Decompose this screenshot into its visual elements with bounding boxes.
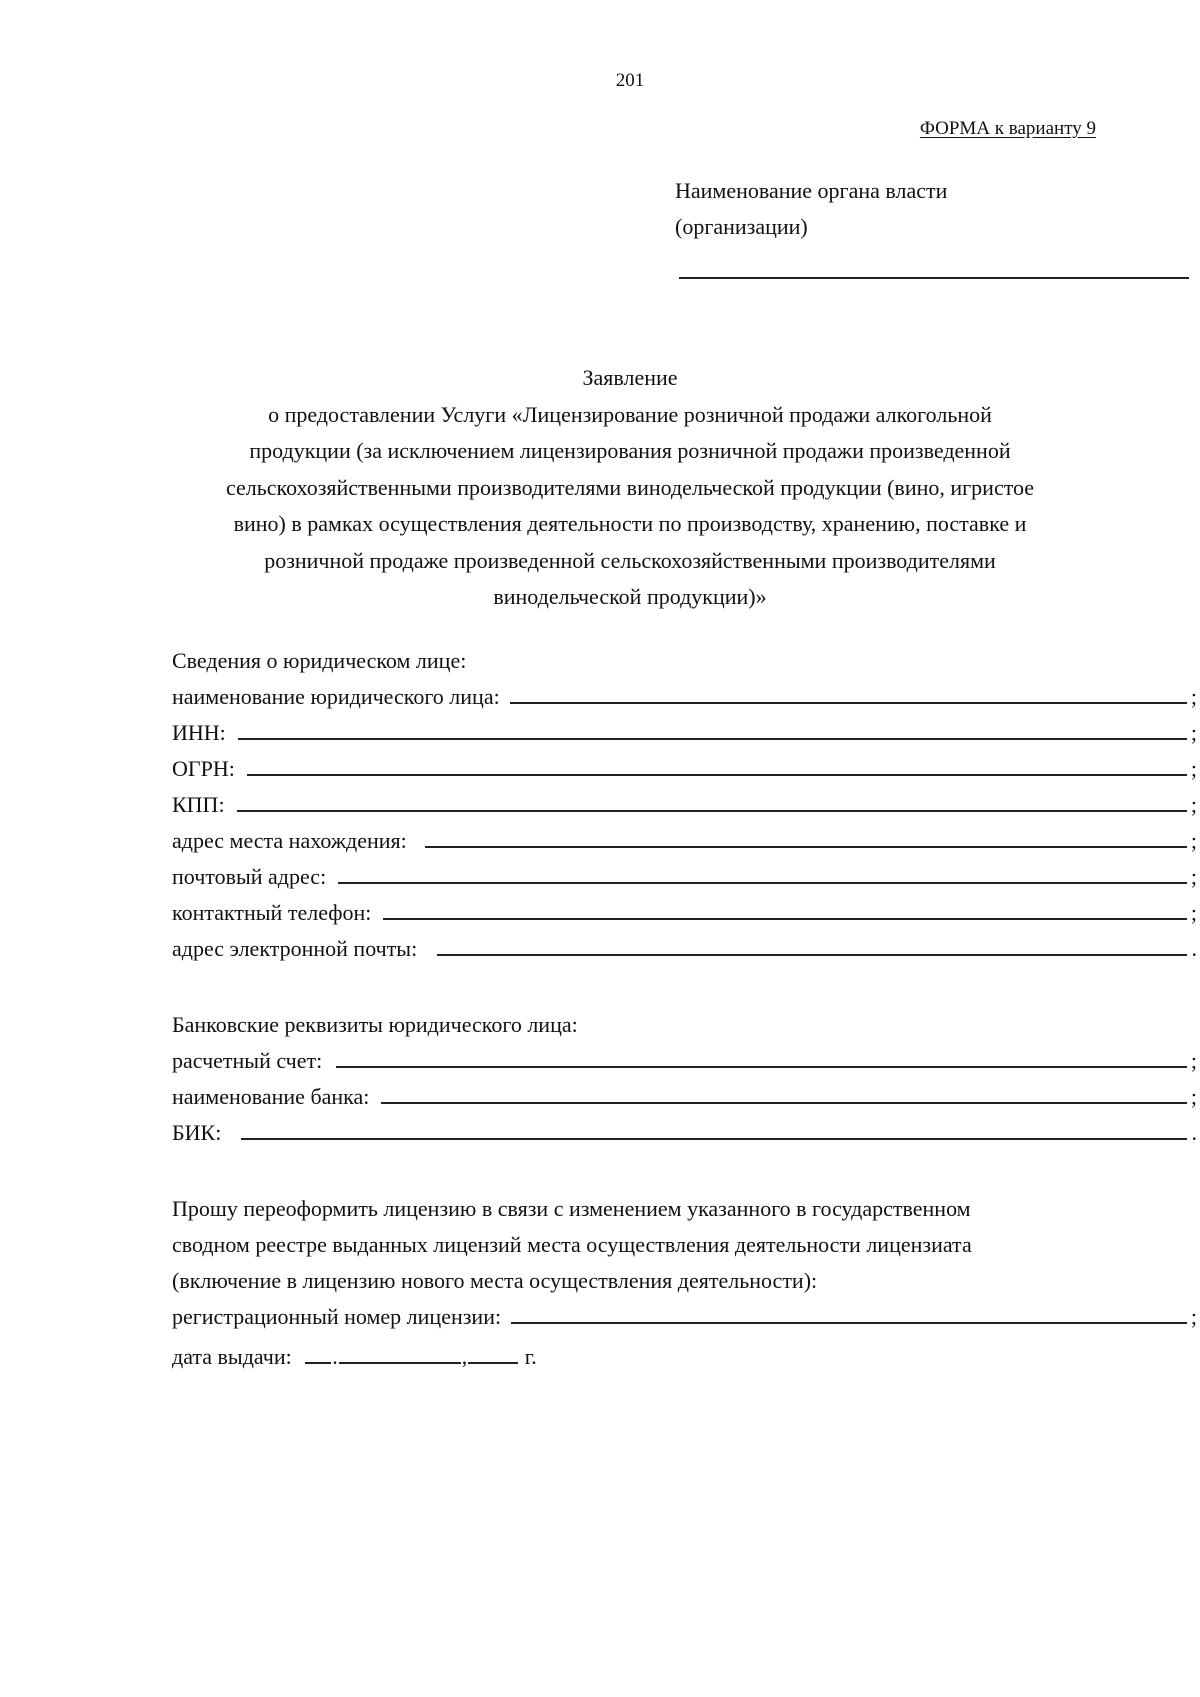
date-separator: . [332, 1344, 338, 1369]
field-label: контактный телефон: [172, 900, 372, 925]
title-line: винодельческой продукции)» [493, 584, 767, 609]
legal-entity-heading: Сведения о юридическом лице: [172, 648, 467, 673]
field-end: ; [1190, 900, 1197, 925]
field-end: . [1191, 936, 1197, 961]
inn-field[interactable] [238, 738, 1187, 740]
inn-row [172, 716, 1197, 746]
field-end: ; [1190, 720, 1197, 745]
bik-field[interactable] [241, 1138, 1187, 1140]
phone-row [172, 896, 1197, 926]
authority-org-label: (организации) [675, 214, 808, 239]
field-end: ; [1190, 1304, 1197, 1329]
bank-name-field[interactable] [381, 1102, 1187, 1104]
bank-name-row [172, 1080, 1197, 1110]
address-row [172, 824, 1197, 854]
legal-name-row [172, 680, 1197, 710]
address-field[interactable] [425, 846, 1187, 848]
field-end: ; [1190, 756, 1197, 781]
field-label: ИНН: [172, 720, 226, 745]
kpp-field[interactable] [237, 810, 1187, 812]
issue-month-field[interactable] [339, 1362, 461, 1364]
request-text-line: Прошу переоформить лицензию в связи с изменением указанного в государственном [172, 1196, 971, 1221]
form-label: ФОРМА к варианту 9 [919, 118, 1096, 139]
field-end: ; [1190, 864, 1197, 889]
issue-day-field[interactable] [305, 1362, 331, 1364]
field-label: почтовый адрес: [172, 864, 327, 889]
field-end: ; [1190, 684, 1197, 709]
license-number-field[interactable] [511, 1322, 1187, 1324]
bank-heading: Банковские реквизиты юридического лица: [172, 1012, 578, 1037]
authority-name-label: Наименование органа власти [675, 178, 948, 203]
title-line: сельскохозяйственными производителями винодельческой продукции (вино, игристое [225, 474, 1035, 500]
page-number: 201 [615, 70, 645, 91]
phone-field[interactable] [383, 918, 1187, 920]
field-label: регистрационный номер лицензии: [172, 1304, 502, 1329]
ogrn-field[interactable] [247, 774, 1187, 776]
title-line: розничной продаже произведенной сельскохозяйственными производителями [264, 547, 996, 573]
title-line: Заявление [582, 365, 678, 390]
email-field[interactable] [437, 954, 1187, 956]
ogrn-row [172, 752, 1197, 782]
issue-year-field[interactable] [468, 1362, 518, 1364]
field-label: КПП: [172, 792, 225, 817]
title-line: вино) в рамках осуществления деятельности по производству, хранению, поставке и [233, 511, 1027, 536]
title-line: о предоставлении Услуги «Лицензирование розничной продажи алкогольной [268, 401, 992, 427]
date-separator: , [461, 1344, 468, 1369]
field-label: наименование банка: [172, 1084, 370, 1109]
year-suffix: г. [524, 1344, 537, 1369]
field-end: ; [1190, 1084, 1197, 1109]
field-label: расчетный счет: [172, 1048, 323, 1073]
account-field[interactable] [336, 1066, 1187, 1068]
field-label: БИК: [172, 1120, 222, 1145]
application-title [150, 360, 1110, 616]
email-row [172, 932, 1197, 962]
postal-address-field[interactable] [338, 882, 1187, 884]
field-end: . [1191, 1120, 1197, 1145]
issue-date-row [172, 1344, 537, 1370]
bik-row [172, 1116, 1197, 1146]
request-text-line: (включение в лицензию нового места осуществления деятельности): [172, 1268, 818, 1293]
legal-name-field[interactable] [510, 702, 1187, 704]
field-label: адрес электронной почты: [172, 936, 418, 961]
field-label: ОГРН: [172, 756, 235, 781]
request-text-line: сводном реестре выданных лицензий места осуществления деятельности лицензиата [172, 1232, 972, 1257]
field-end: ; [1190, 828, 1197, 853]
postal-address-row [172, 860, 1197, 890]
account-row [172, 1044, 1197, 1074]
kpp-row [172, 788, 1197, 818]
issue-date-label: дата выдачи: [172, 1344, 292, 1369]
field-label: адрес места нахождения: [172, 828, 407, 853]
license-number-row [172, 1300, 1197, 1330]
authority-name-field[interactable] [679, 277, 1189, 279]
title-line: продукции (за исключением лицензирования розничной продажи произведенной [249, 438, 1011, 463]
field-end: ; [1190, 1048, 1197, 1073]
field-label: наименование юридического лица: [172, 684, 500, 709]
field-end: ; [1190, 792, 1197, 817]
